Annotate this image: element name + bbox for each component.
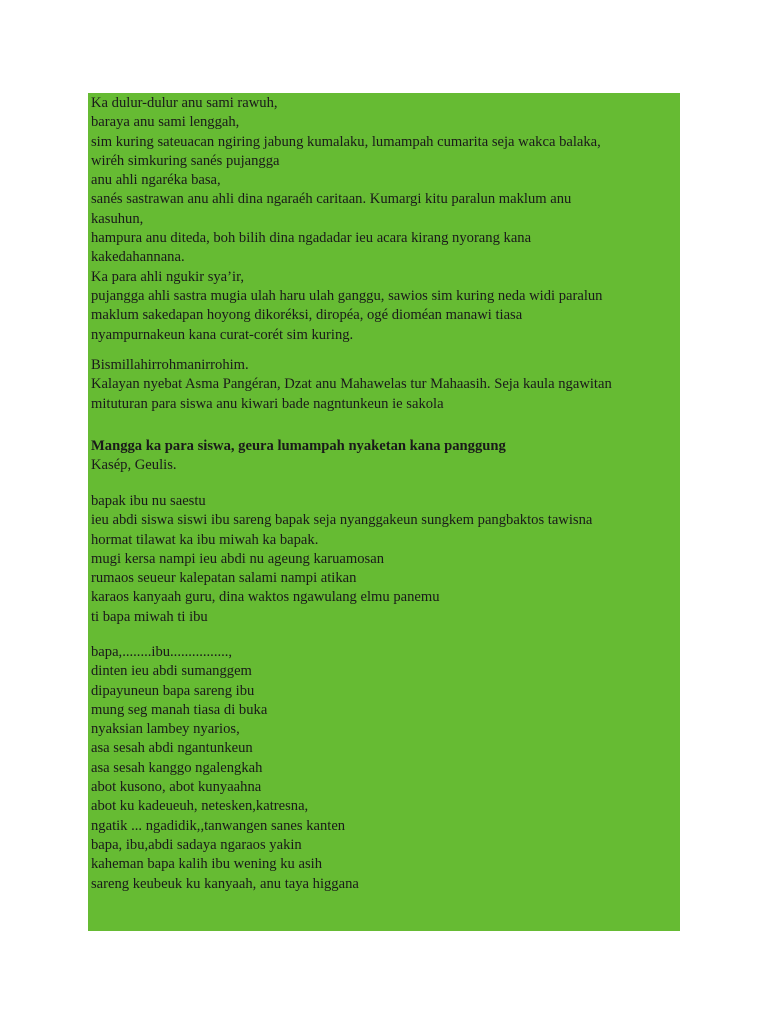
text-line: bapak ibu nu saestu [91, 493, 206, 509]
stanza-one [91, 492, 592, 627]
text-line: nyampurnakeun kana curat-corét sim kuring. [91, 326, 354, 343]
text-line: nyaksian lambey nyarios, [91, 721, 240, 738]
text-line: hormat tilawat ka ibu miwah ka bapak. [91, 531, 319, 548]
heading-paragraph [91, 437, 506, 476]
text-line: abot ku kadeueuh, netesken,katresna, [91, 798, 309, 815]
text-line: mugi kersa nampi ieu abdi nu ageung karuamosan [91, 550, 385, 567]
text-line: dinten ieu abdi sumanggem [91, 663, 252, 680]
text-line: asa sesah abdi ngantunkeun [91, 740, 253, 757]
text-line: Bismillahirrohmanirrohim. [91, 357, 249, 373]
text-line: rumaos seueur kalepatan salami nampi atikan [91, 570, 357, 587]
text-line: mituturan para siswa anu kiwari bade nagntunkeun ie sakola [91, 395, 444, 412]
text-line: sim kuring sateuacan ngiring jabung kumalaku, lumampah cumarita seja wakca balaka, [91, 133, 601, 150]
text-block [88, 93, 680, 931]
text-line: anu ahli ngaréka basa, [91, 172, 221, 189]
text-line: sareng keubeuk ku kanyaah, anu taya higgana [91, 875, 359, 892]
text-line: kakedahannana. [91, 249, 185, 266]
text-line: asa sesah kanggo ngalengkah [91, 759, 263, 776]
text-line: mung seg manah tiasa di buka [91, 701, 268, 718]
text-line: wiréh simkuring sanés pujangga [91, 152, 280, 169]
text-line: karaos kanyaah guru, dina waktos ngawulang elmu panemu [91, 589, 440, 606]
text-line: abot kusono, abot kunyaahna [91, 779, 262, 796]
text-line: ngatik ... ngadidik,,tanwangen sanes kanten [91, 817, 346, 834]
text-line: bapa,........ibu................, [91, 644, 233, 660]
opening-paragraph [91, 356, 612, 414]
text-line: pujangga ahli sastra mugia ulah haru ulah ganggu, sawios sim kuring neda widi paralun [91, 287, 603, 304]
text-line: Kalayan nyebat Asma Pangéran, Dzat anu Mahawelas tur Mahaasih. Seja kaula ngawitan [91, 376, 612, 393]
text-line: ieu abdi siswa siswi ibu sareng bapak seja nyanggakeun sungkem pangbaktos tawisna [91, 512, 593, 529]
text-line: bapa, ibu,abdi sadaya ngaraos yakin [91, 836, 302, 853]
stanza-two [91, 643, 359, 894]
intro-paragraph [91, 94, 602, 345]
text-line: Ka para ahli ngukir sya’ir, [91, 268, 244, 285]
heading-subtitle: Kasép, Geulis. [91, 457, 177, 474]
text-line: baraya anu sami lenggah, [91, 114, 240, 131]
text-line: kaheman bapa kalih ibu wening ku asih [91, 856, 323, 873]
text-line: maklum sakedapan hoyong dikoréksi, diropéa, ogé dioméan manawi tiasa [91, 307, 523, 324]
text-line: kasuhun, [91, 210, 144, 227]
text-line: sanés sastrawan anu ahli dina ngaraéh caritaan. Kumargi kitu paralun maklum anu [91, 191, 572, 208]
text-line: hampura anu diteda, boh bilih dina ngadadar ieu acara kirang nyorang kana [91, 230, 532, 247]
text-line: dipayuneun bapa sareng ibu [91, 682, 255, 699]
text-line: ti bapa miwah ti ibu [91, 608, 208, 625]
text-line: Ka dulur-dulur anu sami rawuh, [91, 95, 278, 111]
section-heading: Mangga ka para siswa, geura lumampah nyaketan kana panggung [91, 438, 506, 454]
